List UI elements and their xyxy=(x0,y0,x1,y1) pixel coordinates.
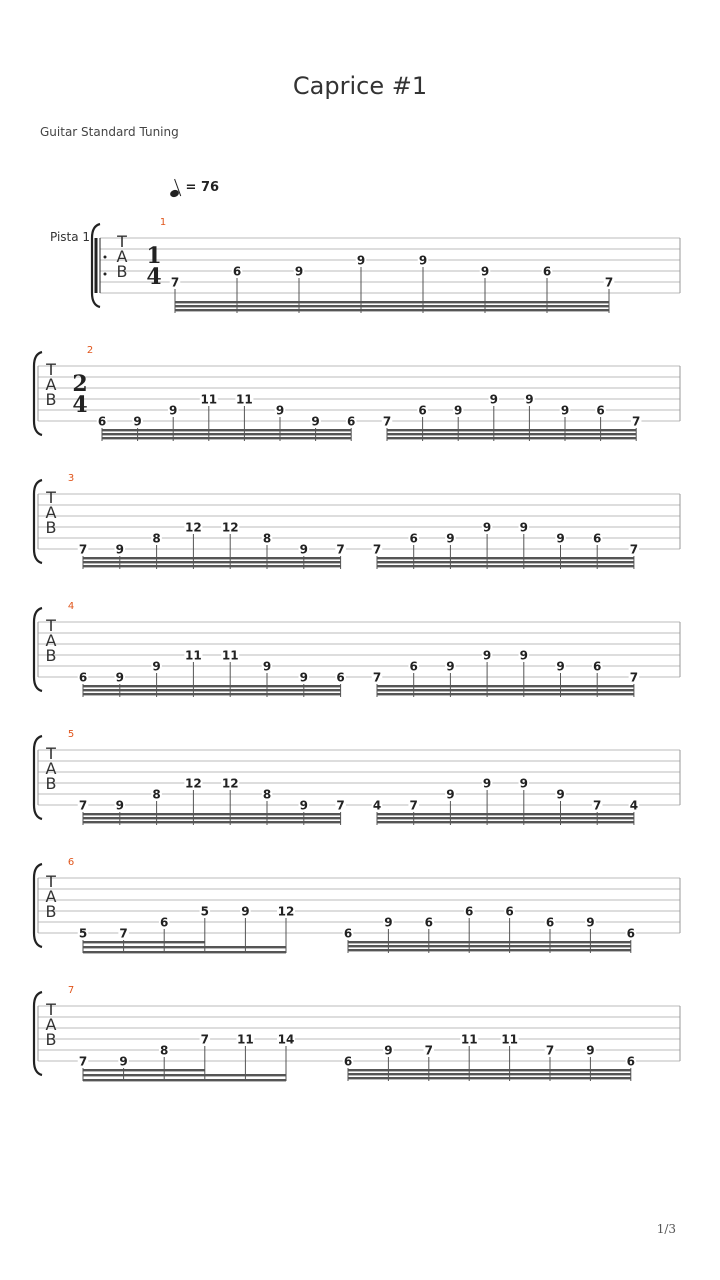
fret-number: 5 xyxy=(200,904,209,919)
tab-letter: B xyxy=(45,518,57,537)
fret-number: 7 xyxy=(629,542,639,557)
fret-number: 9 xyxy=(418,253,428,268)
fret-number: 9 xyxy=(525,392,534,407)
time-signature-top: 1 xyxy=(146,243,162,269)
fret-number: 9 xyxy=(384,915,393,930)
beam xyxy=(348,1069,631,1071)
beam xyxy=(348,1077,631,1079)
fret-number: 7 xyxy=(200,1032,209,1047)
beam xyxy=(83,951,286,953)
measure-number: 7 xyxy=(67,985,75,996)
tab-letter: B xyxy=(116,262,128,281)
beam xyxy=(102,429,351,431)
fret-number: 6 xyxy=(409,531,418,546)
measure-number: 4 xyxy=(67,601,75,612)
beam xyxy=(387,433,636,435)
tab-letter: B xyxy=(45,902,57,921)
tab-letter: T xyxy=(46,616,56,635)
fret-number: 11 xyxy=(237,1032,254,1047)
measure-number: 5 xyxy=(67,729,75,740)
beam xyxy=(83,813,341,815)
beam xyxy=(83,689,341,691)
fret-number: 6 xyxy=(409,659,418,674)
beam xyxy=(377,817,634,819)
repeat-dot xyxy=(104,273,107,276)
fret-number: 9 xyxy=(299,670,308,685)
tab-letter: T xyxy=(46,872,56,891)
fret-number: 6 xyxy=(347,414,356,429)
fret-number: 9 xyxy=(519,520,528,535)
tab-letter: T xyxy=(117,232,127,251)
fret-number: 9 xyxy=(519,648,528,663)
fret-number: 9 xyxy=(454,403,463,418)
page-number: 1/3 xyxy=(656,1222,676,1236)
fret-number: 11 xyxy=(501,1032,518,1047)
beam xyxy=(377,565,634,567)
fret-number: 6 xyxy=(232,264,242,279)
fret-number: 12 xyxy=(185,520,202,535)
fret-number: 4 xyxy=(629,798,639,813)
beam xyxy=(348,949,631,951)
fret-number: 8 xyxy=(152,531,161,546)
fret-number: 8 xyxy=(152,787,161,802)
fret-number: 9 xyxy=(115,670,124,685)
fret-number: 9 xyxy=(119,1054,128,1069)
tab-letter: A xyxy=(45,759,57,778)
fret-number: 9 xyxy=(311,414,320,429)
fret-number: 9 xyxy=(586,915,595,930)
fret-number: 11 xyxy=(460,1032,478,1047)
fret-number: 7 xyxy=(78,1054,88,1069)
fret-number: 12 xyxy=(221,776,239,791)
fret-number: 9 xyxy=(519,776,528,791)
fret-number: 7 xyxy=(336,798,345,813)
fret-number: 9 xyxy=(556,659,565,674)
time-signature-top: 2 xyxy=(72,371,88,397)
fret-number: 7 xyxy=(604,275,614,290)
fret-number: 11 xyxy=(221,648,239,663)
beam xyxy=(377,689,634,691)
fret-number: 9 xyxy=(556,787,565,802)
fret-number: 9 xyxy=(152,659,161,674)
fret-number: 11 xyxy=(236,392,253,407)
fret-number: 9 xyxy=(489,392,498,407)
fret-number: 6 xyxy=(545,915,555,930)
fret-number: 9 xyxy=(482,776,492,791)
fret-number: 8 xyxy=(160,1043,169,1058)
fret-number: 4 xyxy=(372,798,382,813)
fret-number: 9 xyxy=(241,904,250,919)
fret-number: 9 xyxy=(169,403,178,418)
beam xyxy=(377,693,634,695)
fret-number: 7 xyxy=(382,414,392,429)
beam xyxy=(377,561,634,563)
beam xyxy=(83,817,341,819)
fret-number: 9 xyxy=(482,520,492,535)
tuning-label: Guitar Standard Tuning xyxy=(40,125,179,139)
beam xyxy=(83,941,205,943)
beam xyxy=(175,305,609,307)
fret-number: 7 xyxy=(78,798,88,813)
fret-number: 9 xyxy=(115,542,124,557)
fret-number: 9 xyxy=(560,403,570,418)
beam xyxy=(102,437,351,439)
measure-number: 1 xyxy=(159,217,167,228)
beam xyxy=(83,557,341,559)
fret-number: 6 xyxy=(418,403,427,418)
fret-number: 9 xyxy=(556,531,565,546)
beam xyxy=(377,821,634,823)
fret-number: 9 xyxy=(133,414,142,429)
tab-letter: A xyxy=(45,503,57,522)
fret-number: 7 xyxy=(545,1043,555,1058)
tempo-value: = 76 xyxy=(185,180,220,195)
score-title: Caprice #1 xyxy=(292,72,428,100)
tab-letter: A xyxy=(45,887,57,906)
fret-number: 7 xyxy=(424,1043,433,1058)
fret-number: 5 xyxy=(78,926,88,941)
fret-number: 9 xyxy=(480,264,490,279)
fret-number: 9 xyxy=(384,1043,393,1058)
fret-number: 9 xyxy=(115,798,124,813)
fret-number: 6 xyxy=(97,414,107,429)
beam xyxy=(83,561,341,563)
fret-number: 7 xyxy=(409,798,418,813)
tab-letter: B xyxy=(45,1030,57,1049)
fret-number: 9 xyxy=(262,659,272,674)
fret-number: 6 xyxy=(465,904,474,919)
fret-number: 6 xyxy=(593,531,602,546)
beam xyxy=(83,685,341,687)
tab-letter: A xyxy=(45,1015,57,1034)
fret-number: 6 xyxy=(78,670,88,685)
tab-letter: B xyxy=(45,646,57,665)
tab-letter: B xyxy=(45,390,57,409)
tab-letter: B xyxy=(45,774,57,793)
fret-number: 6 xyxy=(424,915,433,930)
fret-number: 7 xyxy=(336,542,345,557)
fret-number: 6 xyxy=(343,1054,353,1069)
beam xyxy=(83,946,286,948)
fret-number: 7 xyxy=(593,798,602,813)
beam xyxy=(83,1074,286,1076)
fret-number: 9 xyxy=(446,531,455,546)
time-signature-bottom: 4 xyxy=(146,264,162,290)
measure-number: 3 xyxy=(67,473,75,484)
track-label: Pista 1 xyxy=(50,230,91,244)
fret-number: 6 xyxy=(593,659,602,674)
beam xyxy=(83,1079,286,1081)
beam xyxy=(348,941,631,943)
beam xyxy=(102,433,351,435)
tab-letter: A xyxy=(45,375,57,394)
fret-number: 9 xyxy=(294,264,304,279)
beam xyxy=(348,945,631,947)
fret-number: 9 xyxy=(356,253,366,268)
repeat-dot xyxy=(104,256,107,259)
tab-letter: T xyxy=(46,744,56,763)
time-signature-bottom: 4 xyxy=(72,392,88,418)
fret-number: 6 xyxy=(505,904,514,919)
beam xyxy=(83,693,341,695)
tab-letter: T xyxy=(46,1000,56,1019)
beam xyxy=(387,429,636,431)
beam xyxy=(387,437,636,439)
fret-number: 9 xyxy=(275,403,285,418)
tab-letter: A xyxy=(116,247,128,266)
beam xyxy=(377,813,634,815)
fret-number: 6 xyxy=(596,403,605,418)
fret-number: 7 xyxy=(632,414,641,429)
fret-number: 9 xyxy=(586,1043,595,1058)
fret-number: 6 xyxy=(336,670,345,685)
fret-number: 7 xyxy=(372,542,382,557)
beam xyxy=(175,309,609,311)
tab-letter: T xyxy=(46,360,56,379)
beam xyxy=(377,685,634,687)
beam xyxy=(83,1069,205,1071)
tab-letter: A xyxy=(45,631,57,650)
beam xyxy=(377,557,634,559)
fret-number: 9 xyxy=(446,787,455,802)
measure-number: 2 xyxy=(86,345,94,356)
fret-number: 9 xyxy=(482,648,492,663)
fret-number: 12 xyxy=(277,904,295,919)
fret-number: 12 xyxy=(221,520,239,535)
fret-number: 6 xyxy=(626,926,635,941)
fret-number: 9 xyxy=(299,798,308,813)
beam xyxy=(175,301,609,303)
fret-number: 8 xyxy=(262,531,272,546)
fret-number: 11 xyxy=(200,392,218,407)
fret-number: 8 xyxy=(262,787,272,802)
fret-number: 7 xyxy=(372,670,382,685)
fret-number: 7 xyxy=(629,670,639,685)
fret-number: 6 xyxy=(542,264,552,279)
beam xyxy=(83,565,341,567)
tab-letter: T xyxy=(46,488,56,507)
beam xyxy=(348,1073,631,1075)
measure-number: 6 xyxy=(67,857,75,868)
fret-number: 6 xyxy=(160,915,169,930)
fret-number: 9 xyxy=(299,542,308,557)
beam xyxy=(83,821,341,823)
fret-number: 7 xyxy=(78,542,88,557)
fret-number: 11 xyxy=(185,648,202,663)
fret-number: 7 xyxy=(170,275,180,290)
fret-number: 6 xyxy=(626,1054,635,1069)
fret-number: 12 xyxy=(185,776,202,791)
fret-number: 6 xyxy=(343,926,353,941)
fret-number: 7 xyxy=(119,926,128,941)
fret-number: 14 xyxy=(277,1032,295,1047)
fret-number: 9 xyxy=(446,659,455,674)
